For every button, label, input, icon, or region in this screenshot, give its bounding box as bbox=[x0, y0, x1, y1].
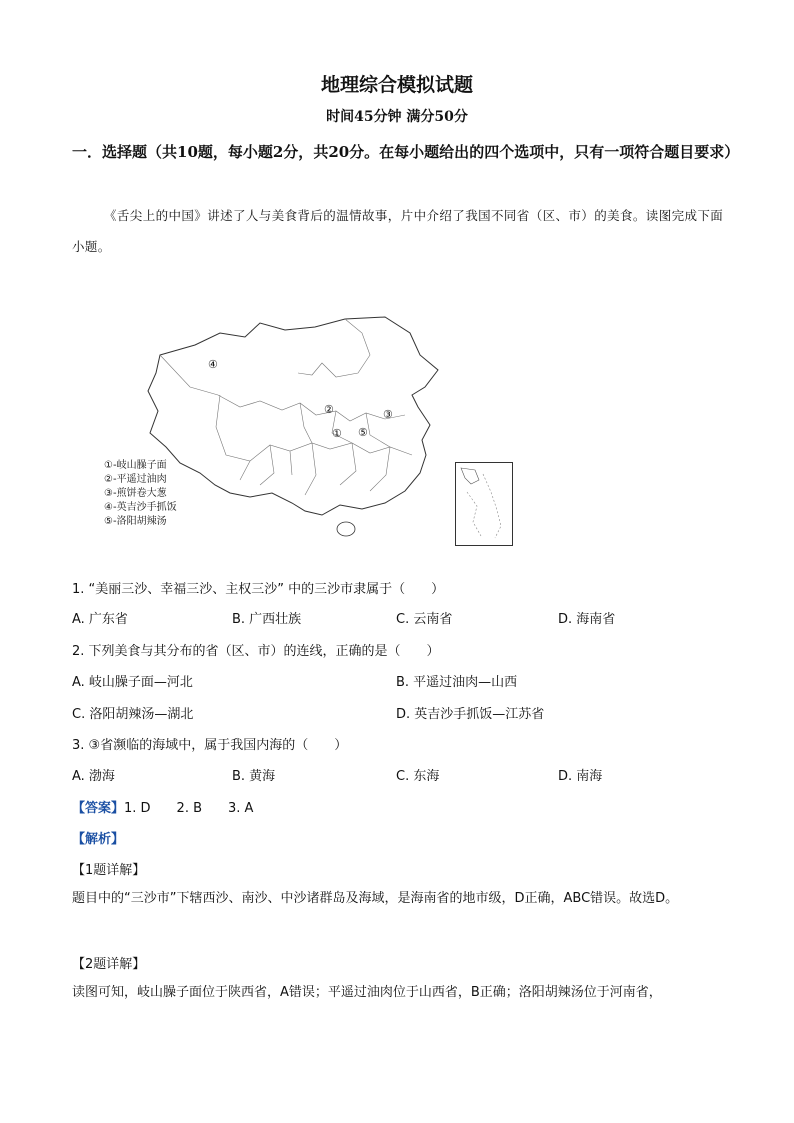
explanation-2-text: 读图可知，岐山臊子面位于陕西省，A错误；平遥过油肉位于山西省，B正确；洛阳胡辣汤位于河南省， bbox=[72, 985, 662, 1000]
section-heading: 一．选择题（共10题，每小题2分，共20分。在每小题给出的四个选项中，只有一项符合题目要求） bbox=[72, 143, 740, 161]
analysis-label: 【解析】 bbox=[72, 832, 125, 847]
answer-values: 1. D 2. B 3. A bbox=[124, 801, 254, 816]
question-3-stem: 3. ③省濒临的海域中，属于我国内海的（ ） bbox=[72, 738, 348, 753]
question-2-option-d: D. 英吉沙手抓饭—江苏省 bbox=[396, 707, 545, 722]
question-3-option-b: B. 黄海 bbox=[232, 769, 276, 784]
question-1-option-b: B. 广西壮族 bbox=[232, 612, 302, 627]
map-legend bbox=[104, 459, 177, 529]
question-2-option-a: A. 岐山臊子面—河北 bbox=[72, 675, 193, 690]
legend-item: ②-平遥过油肉 bbox=[104, 474, 167, 485]
question-2-option-b: B. 平遥过油肉—山西 bbox=[396, 675, 518, 690]
legend-item: ③-煎饼卷大葱 bbox=[104, 488, 167, 499]
question-2-option-c: C. 洛阳胡辣汤—湖北 bbox=[72, 707, 194, 722]
explanation-1-label: 【1题详解】 bbox=[72, 863, 146, 878]
intro-paragraph: 《舌尖上的中国》讲述了人与美食背后的温情故事，片中介绍了我国不同省（区、市）的美食。读图完成下面小题。 bbox=[72, 208, 724, 254]
question-3-option-d: D. 南海 bbox=[558, 769, 603, 784]
legend-item: ①-岐山臊子面 bbox=[104, 460, 167, 471]
legend-item: ⑤-洛阳胡辣汤 bbox=[104, 516, 167, 527]
question-1-option-d: D. 海南省 bbox=[558, 612, 616, 627]
explanation-2-label: 【2题详解】 bbox=[72, 957, 146, 972]
map-label-5: ⑤ bbox=[358, 426, 368, 439]
question-3-option-a: A. 渤海 bbox=[72, 769, 115, 784]
question-1-option-c: C. 云南省 bbox=[396, 612, 453, 627]
explanation-1-text: 题目中的“三沙市”下辖西沙、南沙、中沙诸群岛及海域，是海南省的地市级，D正确，ABC错误。故选D。 bbox=[72, 891, 679, 906]
south-china-sea-inset bbox=[455, 462, 513, 546]
question-3-option-c: C. 东海 bbox=[396, 769, 440, 784]
legend-item: ④-英吉沙手抓饭 bbox=[104, 502, 177, 513]
map-label-3: ③ bbox=[383, 408, 393, 421]
map-label-2: ② bbox=[324, 403, 334, 416]
answer-label: 【答案】 bbox=[72, 801, 125, 816]
question-2-stem: 2. 下列美食与其分布的省（区、市）的连线，正确的是（ ） bbox=[72, 644, 440, 659]
map-label-4: ④ bbox=[208, 358, 218, 371]
map-label-1: ① bbox=[332, 427, 342, 440]
question-1-stem: 1. “美丽三沙、幸福三沙、主权三沙” 中的三沙市隶属于（ ） bbox=[72, 582, 445, 597]
page-subtitle: 时间45分钟 满分50分 bbox=[326, 109, 468, 125]
question-1-option-a: A. 广东省 bbox=[72, 612, 128, 627]
answer-line bbox=[72, 797, 253, 816]
page-title: 地理综合模拟试题 bbox=[320, 74, 473, 96]
